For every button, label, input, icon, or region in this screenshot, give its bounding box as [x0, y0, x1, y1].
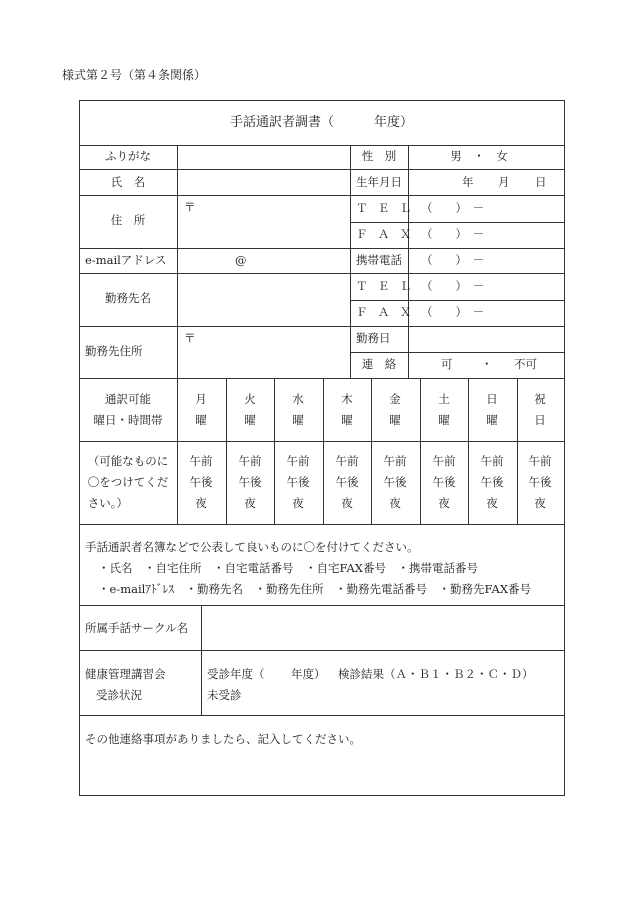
time-slot-cell [287, 451, 310, 514]
gender-options[interactable]: 男 ・ 女 [450, 149, 508, 163]
remarks-label: その他連絡事項がありましたら、記入してください。 [85, 732, 361, 746]
day-suffix: 曜 [341, 413, 353, 427]
row-divider [80, 650, 564, 651]
contact-ng-option[interactable]: 不可 [514, 357, 537, 371]
time-slot-option[interactable]: 午前 [286, 454, 310, 468]
work-fax-label: ＦＡＸ [356, 305, 422, 319]
publish-options-line2[interactable]: ・e-mailｱﾄﾞﾚｽ ・勤務先名 ・勤務先住所 ・勤務先電話番号 ・勤務先FAX番号 [98, 582, 532, 596]
column-divider [468, 378, 469, 524]
row-divider [80, 441, 564, 442]
day-name: 金 [389, 392, 401, 406]
day-header [486, 389, 498, 431]
time-slot-option[interactable]: 午前 [528, 454, 552, 468]
time-slot-cell [481, 451, 504, 514]
row-divider [350, 222, 564, 223]
row-divider [80, 326, 564, 327]
time-slot-option[interactable]: 午後 [432, 475, 456, 489]
address-postal-mark: 〒 [184, 200, 196, 214]
home-fax-label: ＦＡＸ [356, 227, 422, 241]
day-header [244, 389, 256, 431]
row-divider [80, 169, 564, 170]
schedule-note-line: 〇をつけてくだ [87, 475, 169, 489]
form-number-label: 様式第２号（第４条関係） [62, 68, 207, 82]
day-suffix: 曜 [438, 413, 450, 427]
time-slot-option[interactable]: 午後 [528, 475, 552, 489]
home-fax-format[interactable]: （ ） － [421, 227, 485, 241]
home-tel-format[interactable]: （ ） － [421, 201, 485, 215]
work-tel-label: ＴＥＬ [356, 279, 422, 293]
column-divider [177, 378, 178, 524]
column-divider [201, 605, 202, 715]
address-label: 住 所 [110, 213, 146, 227]
time-slot-cell [384, 451, 407, 514]
time-slot-cell [529, 451, 552, 514]
time-slot-option[interactable]: 午前 [189, 454, 213, 468]
row-divider [80, 715, 564, 716]
workplace-label: 勤務先名 [105, 291, 151, 305]
time-slot-option[interactable]: 午前 [335, 454, 359, 468]
work-tel-format[interactable]: （ ） － [421, 279, 485, 293]
work-day-label: 勤務日 [356, 331, 391, 345]
time-slot-option[interactable]: 午前 [480, 454, 504, 468]
day-header [438, 389, 450, 431]
publish-intro: 手話通訳者名簿などで公表して良いものに〇を付けてください。 [85, 540, 419, 554]
day-name: 月 [195, 392, 207, 406]
email-at-mark: @ [235, 253, 247, 267]
gender-label: 性 別 [361, 149, 397, 163]
time-slot-option[interactable]: 午前 [383, 454, 407, 468]
birthdate-label: 生年月日 [356, 175, 402, 189]
day-header [292, 389, 304, 431]
time-slot-cell [239, 451, 262, 514]
mobile-label: 携帯電話 [356, 253, 402, 267]
column-divider [226, 378, 227, 524]
time-slot-option[interactable]: 午後 [480, 475, 504, 489]
work-address-postal-mark: 〒 [184, 331, 196, 345]
circle-label: 所属手話サークル名 [85, 621, 189, 635]
schedule-note-line: さい。） [87, 496, 128, 510]
row-divider [80, 378, 564, 379]
contact-label: 連 絡 [361, 357, 397, 371]
time-slot-option[interactable]: 午後 [286, 475, 310, 489]
column-divider [274, 378, 275, 524]
mobile-format[interactable]: （ ） － [421, 253, 485, 267]
day-suffix: 曜 [486, 413, 498, 427]
name-label: 氏 名 [110, 175, 146, 189]
time-slot-option[interactable]: 午前 [432, 454, 456, 468]
time-slot-option[interactable]: 午後 [383, 475, 407, 489]
exam-result-options[interactable]: 検診結果（Ａ・Ｂ１・Ｂ２・Ｃ・Ｄ） [338, 667, 534, 681]
time-slot-option[interactable]: 夜 [292, 496, 304, 510]
day-suffix: 曜 [389, 413, 401, 427]
row-divider [80, 145, 564, 146]
day-name: 水 [292, 392, 304, 406]
time-slot-option[interactable]: 夜 [486, 496, 498, 510]
time-slot-option[interactable]: 夜 [341, 496, 353, 510]
day-header [195, 389, 207, 431]
contact-separator: ・ [481, 357, 493, 371]
schedule-note-line: （可能なものに [87, 454, 169, 468]
day-header [534, 389, 546, 431]
day-name: 祝 [534, 392, 546, 406]
day-suffix: 曜 [292, 413, 304, 427]
contact-ok-option[interactable]: 可 [441, 357, 453, 371]
time-slot-cell [190, 451, 213, 514]
day-name: 日 [486, 392, 498, 406]
column-divider [408, 145, 409, 378]
time-slot-option[interactable]: 夜 [389, 496, 401, 510]
day-header [389, 389, 401, 431]
work-fax-format[interactable]: （ ） － [421, 305, 485, 319]
time-slot-option[interactable]: 夜 [438, 496, 450, 510]
day-suffix: 曜 [195, 413, 207, 427]
column-divider [420, 378, 421, 524]
row-divider [80, 273, 564, 274]
row-divider [80, 524, 564, 525]
column-divider [177, 145, 178, 378]
time-slot-option[interactable]: 午後 [335, 475, 359, 489]
time-slot-option[interactable]: 午前 [238, 454, 262, 468]
furigana-label: ふりがな [105, 149, 151, 163]
work-address-label: 勤務先住所 [85, 344, 143, 358]
birth-month-unit: 月 [498, 175, 510, 189]
time-slot-option[interactable]: 夜 [534, 496, 546, 510]
row-divider [350, 300, 564, 301]
exam-year-suffix: 年度） [291, 667, 326, 681]
column-divider [517, 378, 518, 524]
column-divider [371, 378, 372, 524]
row-divider [80, 605, 564, 606]
form-title-suffix: 年度） [374, 115, 414, 130]
day-header [341, 389, 353, 431]
column-divider [350, 145, 351, 378]
health-label-line1: 健康管理講習会 [85, 667, 166, 681]
email-label: e-mailアドレス [85, 253, 167, 267]
health-label-line2: 受診状況 [96, 688, 142, 702]
row-divider [80, 195, 564, 196]
interpreter-survey-form [79, 100, 565, 796]
schedule-label [94, 389, 163, 431]
not-examined-option[interactable]: 未受診 [207, 688, 242, 702]
schedule-label-line2: 曜日・時間帯 [93, 413, 163, 427]
column-divider [323, 378, 324, 524]
day-name: 土 [438, 392, 450, 406]
time-slot-cell [336, 451, 359, 514]
birth-year-unit: 年 [462, 175, 474, 189]
day-suffix: 曜 [244, 413, 256, 427]
time-slot-option[interactable]: 夜 [244, 496, 256, 510]
home-tel-label: ＴＥＬ [356, 201, 422, 215]
birth-day-unit: 日 [535, 175, 547, 189]
time-slot-option[interactable]: 夜 [195, 496, 207, 510]
time-slot-cell [433, 451, 456, 514]
time-slot-option[interactable]: 午後 [238, 475, 262, 489]
day-name: 火 [244, 392, 256, 406]
day-suffix: 日 [534, 413, 546, 427]
publish-options-line1[interactable]: ・氏名 ・自宅住所 ・自宅電話番号 ・自宅FAX番号 ・携帯電話番号 [98, 561, 478, 575]
schedule-label-line1: 通訳可能 [105, 392, 151, 406]
schedule-note [88, 451, 169, 514]
form-title-prefix: 手話通訳者調書（ [230, 115, 335, 130]
row-divider [80, 248, 564, 249]
time-slot-option[interactable]: 午後 [189, 475, 213, 489]
exam-year-prefix: 受診年度（ [207, 667, 265, 681]
day-name: 木 [341, 392, 353, 406]
row-divider [350, 352, 564, 353]
